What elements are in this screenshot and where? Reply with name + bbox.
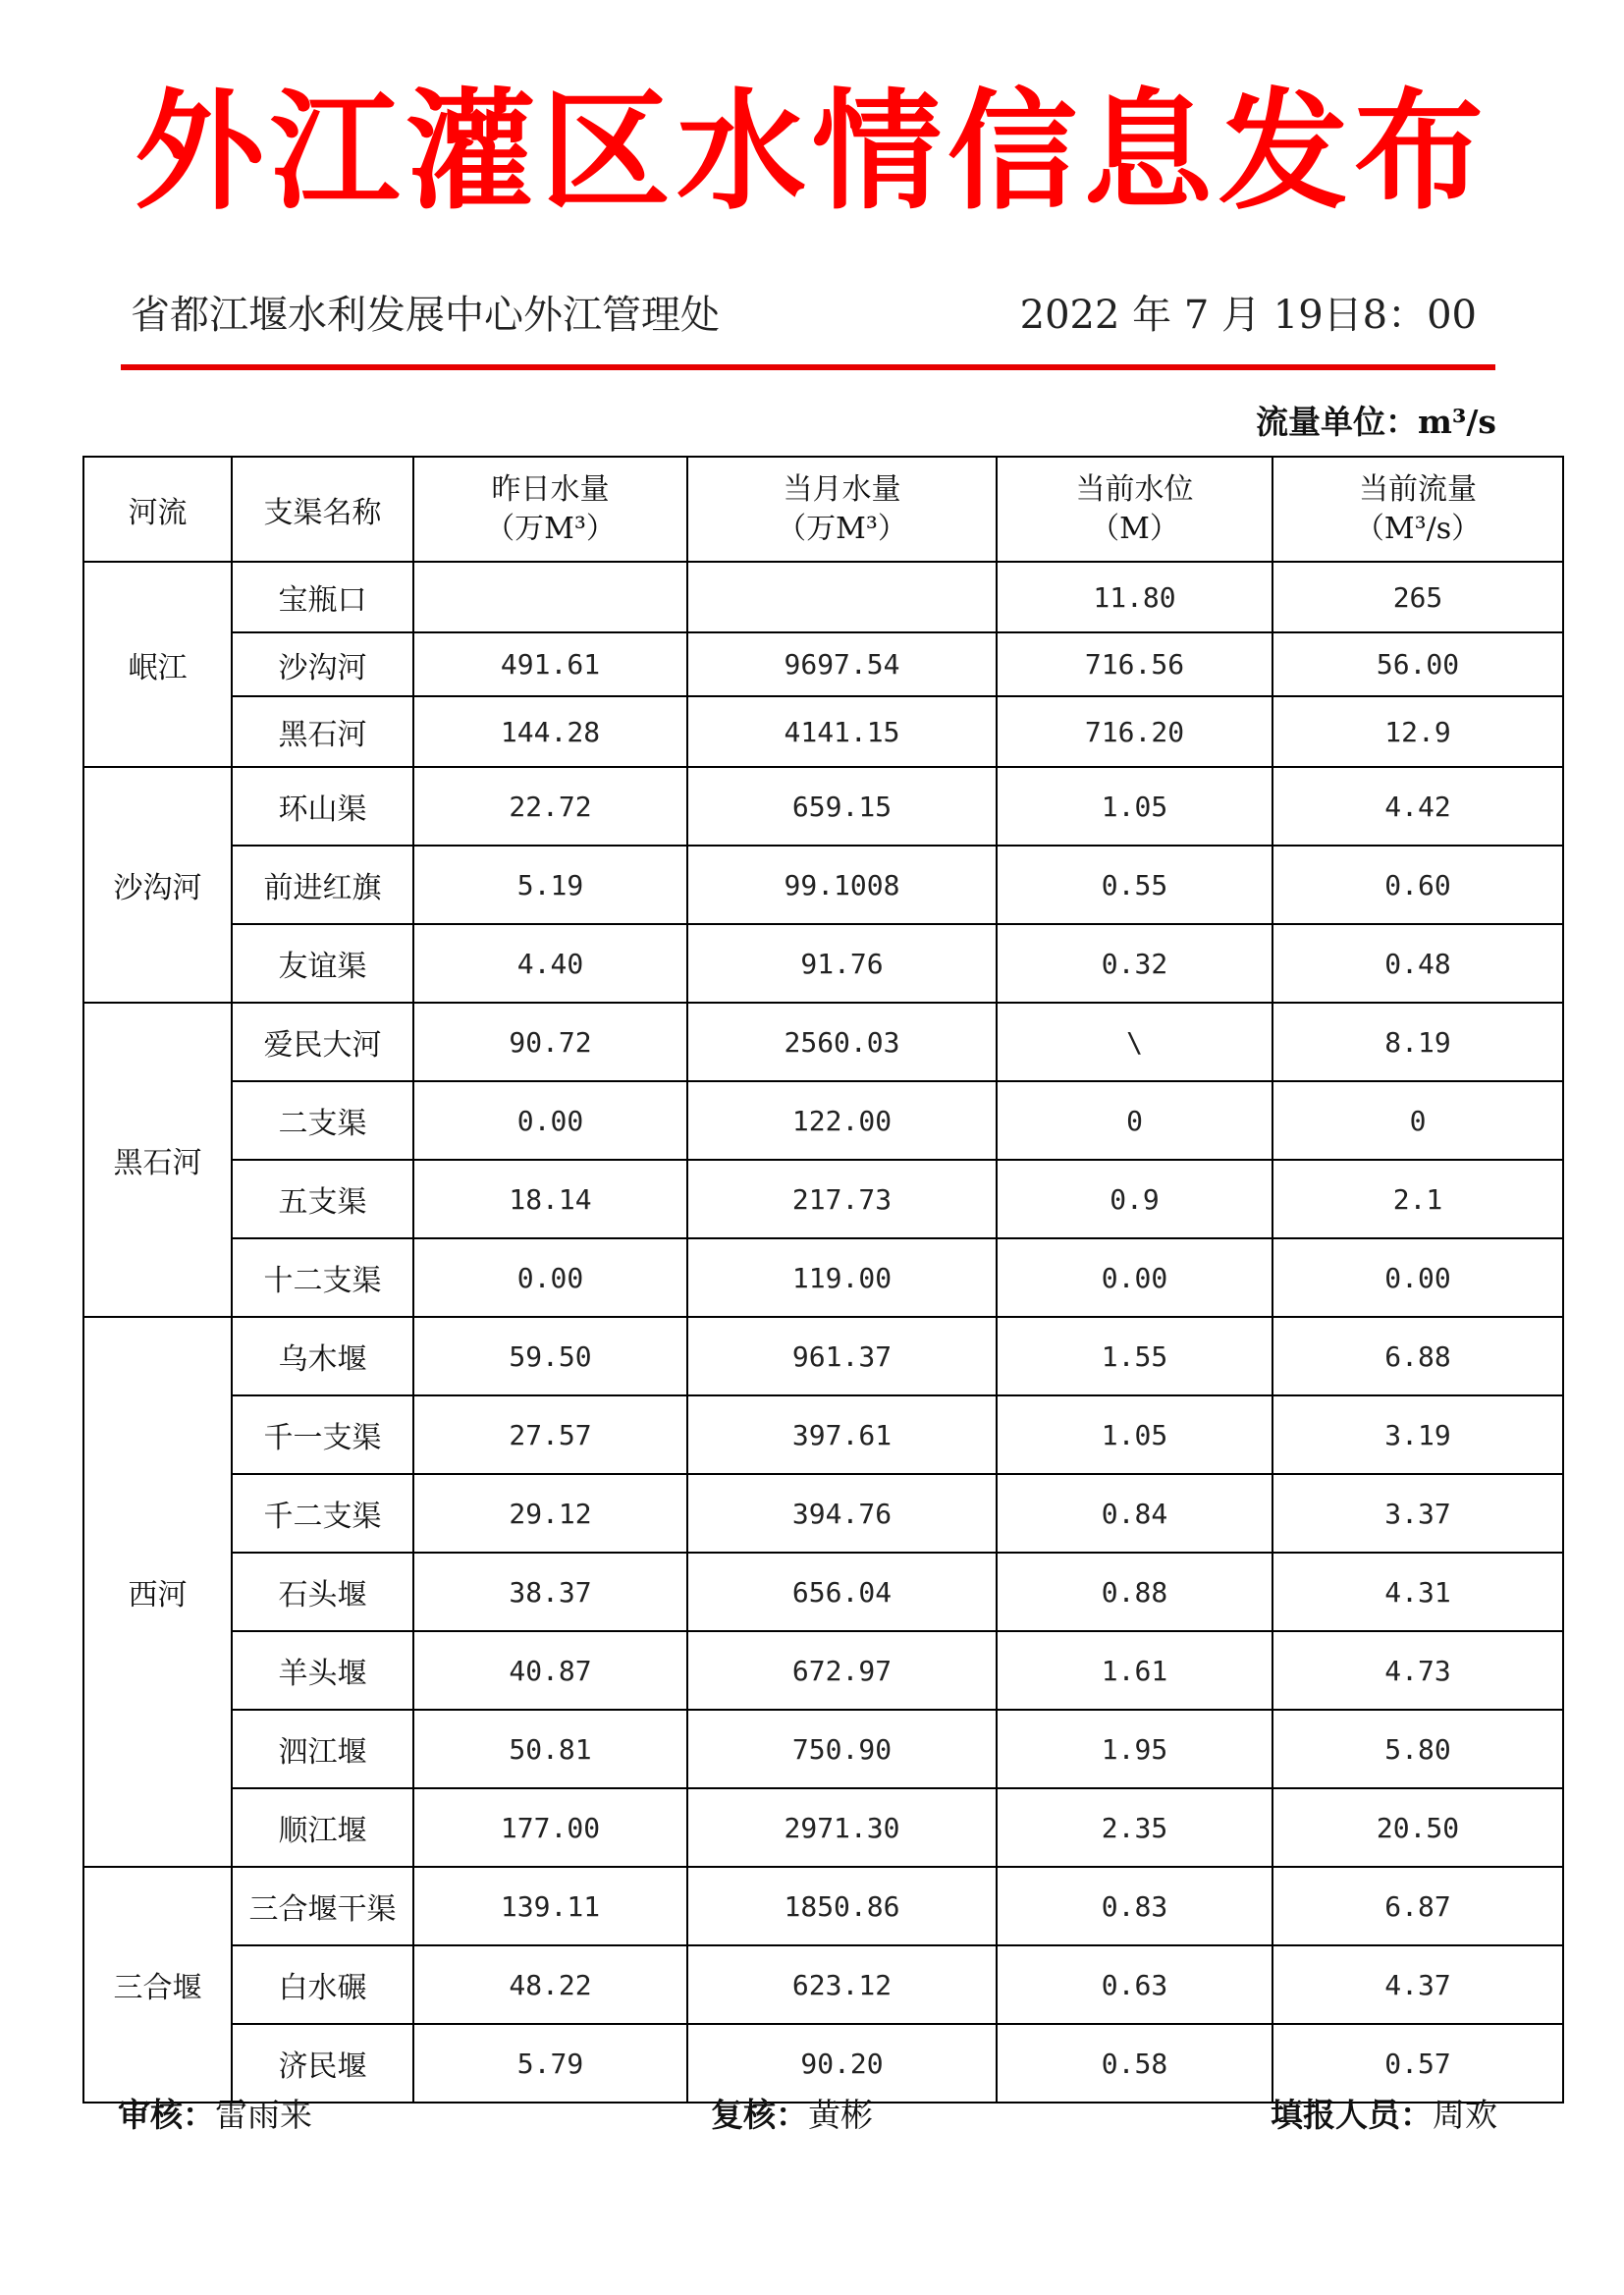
yesterday-cell: 48.22: [413, 1945, 687, 2024]
yesterday-cell: 50.81: [413, 1710, 687, 1788]
yesterday-cell: 40.87: [413, 1631, 687, 1710]
branch-cell: 黑石河: [232, 696, 413, 767]
flow-cell: 0.60: [1272, 846, 1563, 924]
table-row: [83, 1395, 1563, 1474]
yesterday-cell: 177.00: [413, 1788, 687, 1867]
level-cell: 1.95: [997, 1710, 1272, 1788]
branch-cell: 宝瓶口: [232, 562, 413, 632]
month-cell: 2971.30: [687, 1788, 997, 1867]
level-cell: 716.20: [997, 696, 1272, 767]
level-cell: 0.58: [997, 2024, 1272, 2103]
header-flow-label: 当前流量: [1359, 471, 1477, 507]
month-cell: 2560.03: [687, 1003, 997, 1081]
table-row: [83, 1553, 1563, 1631]
yesterday-cell: 5.79: [413, 2024, 687, 2103]
yesterday-cell: 59.50: [413, 1317, 687, 1395]
branch-cell: 白水碾: [232, 1945, 413, 2024]
month-cell: [687, 562, 997, 632]
level-cell: 1.55: [997, 1317, 1272, 1395]
table-row: [83, 1945, 1563, 2024]
level-cell: 0.55: [997, 846, 1272, 924]
flow-cell: 4.73: [1272, 1631, 1563, 1710]
branch-cell: 沙沟河: [232, 632, 413, 696]
flow-cell: 265: [1272, 562, 1563, 632]
branch-cell: 羊头堰: [232, 1631, 413, 1710]
table-row: [83, 767, 1563, 846]
flow-cell: 6.87: [1272, 1867, 1563, 1945]
filler-name: 周欢: [1433, 2096, 1497, 2134]
month-cell: 99.1008: [687, 846, 997, 924]
header-water-level: [997, 457, 1272, 562]
month-cell: 659.15: [687, 767, 997, 846]
header-water-level-unit: （M）: [1090, 511, 1179, 546]
month-cell: 217.73: [687, 1160, 997, 1238]
branch-cell: 千一支渠: [232, 1395, 413, 1474]
level-cell: 0.9: [997, 1160, 1272, 1238]
month-cell: 656.04: [687, 1553, 997, 1631]
flow-cell: 3.19: [1272, 1395, 1563, 1474]
header-branch: 支渠名称: [232, 457, 413, 562]
yesterday-cell: [413, 562, 687, 632]
flow-cell: 4.31: [1272, 1553, 1563, 1631]
table-row: [83, 1160, 1563, 1238]
yesterday-cell: 0.00: [413, 1238, 687, 1317]
flow-cell: 8.19: [1272, 1003, 1563, 1081]
header-divider: [121, 364, 1495, 370]
level-cell: 0.84: [997, 1474, 1272, 1553]
level-cell: 0.63: [997, 1945, 1272, 2024]
flow-cell: 20.50: [1272, 1788, 1563, 1867]
yesterday-cell: 5.19: [413, 846, 687, 924]
level-cell: 2.35: [997, 1788, 1272, 1867]
flow-cell: 4.42: [1272, 767, 1563, 846]
branch-cell: 爱民大河: [232, 1003, 413, 1081]
month-cell: 9697.54: [687, 632, 997, 696]
table-row: [83, 1631, 1563, 1710]
branch-cell: 前进红旗: [232, 846, 413, 924]
branch-cell: 石头堰: [232, 1553, 413, 1631]
level-cell: 0.00: [997, 1238, 1272, 1317]
river-cell: 黑石河: [83, 1003, 232, 1317]
month-cell: 122.00: [687, 1081, 997, 1160]
yesterday-cell: 491.61: [413, 632, 687, 696]
header-river: 河流: [83, 457, 232, 562]
level-cell: 0: [997, 1081, 1272, 1160]
table-row: [83, 924, 1563, 1003]
table-row: [83, 632, 1563, 696]
table-row: [83, 1788, 1563, 1867]
level-cell: 1.05: [997, 1395, 1272, 1474]
flow-unit-note: 流量单位：m³/s: [1255, 403, 1496, 441]
level-cell: 11.80: [997, 562, 1272, 632]
table-header-row: [83, 457, 1563, 562]
footer-rechecker: [711, 2094, 873, 2137]
river-cell: 沙沟河: [83, 767, 232, 1003]
yesterday-cell: 38.37: [413, 1553, 687, 1631]
yesterday-cell: 4.40: [413, 924, 687, 1003]
footer-filler: [1271, 2094, 1497, 2137]
month-cell: 397.61: [687, 1395, 997, 1474]
page-title: 外江灌区水情信息发布: [135, 77, 1489, 228]
flow-cell: 56.00: [1272, 632, 1563, 696]
yesterday-cell: 139.11: [413, 1867, 687, 1945]
reviewer-label: 审核：: [118, 2096, 215, 2134]
level-cell: 0.32: [997, 924, 1272, 1003]
branch-cell: 友谊渠: [232, 924, 413, 1003]
month-cell: 750.90: [687, 1710, 997, 1788]
yesterday-cell: 90.72: [413, 1003, 687, 1081]
flow-cell: 0: [1272, 1081, 1563, 1160]
branch-cell: 环山渠: [232, 767, 413, 846]
table-row: [83, 1710, 1563, 1788]
footer-reviewer: [118, 2094, 312, 2137]
flow-cell: 6.88: [1272, 1317, 1563, 1395]
flow-cell: 4.37: [1272, 1945, 1563, 2024]
rechecker-name: 黄彬: [808, 2096, 873, 2134]
branch-cell: 乌木堰: [232, 1317, 413, 1395]
month-cell: 119.00: [687, 1238, 997, 1317]
flow-cell: 2.1: [1272, 1160, 1563, 1238]
month-cell: 394.76: [687, 1474, 997, 1553]
header-yesterday-volume-unit: （万M³）: [485, 511, 616, 546]
report-datetime: 2022 年 7 月 19日8：00: [1019, 293, 1477, 338]
branch-cell: 顺江堰: [232, 1788, 413, 1867]
month-cell: 623.12: [687, 1945, 997, 2024]
month-cell: 90.20: [687, 2024, 997, 2103]
branch-cell: 五支渠: [232, 1160, 413, 1238]
month-cell: 1850.86: [687, 1867, 997, 1945]
header-flow-unit: （M³/s）: [1354, 511, 1482, 546]
month-cell: 91.76: [687, 924, 997, 1003]
branch-cell: 千二支渠: [232, 1474, 413, 1553]
water-info-table: [82, 456, 1564, 2104]
level-cell: 1.05: [997, 767, 1272, 846]
header-month-volume: [687, 457, 997, 562]
header-month-volume-label: 当月水量: [783, 471, 901, 507]
yesterday-cell: 29.12: [413, 1474, 687, 1553]
level-cell: 716.56: [997, 632, 1272, 696]
flow-cell: 5.80: [1272, 1710, 1563, 1788]
header-water-level-label: 当前水位: [1075, 471, 1194, 507]
river-cell: 三合堰: [83, 1867, 232, 2103]
yesterday-cell: 27.57: [413, 1395, 687, 1474]
river-cell: 岷江: [83, 562, 232, 767]
table-row: [83, 696, 1563, 767]
rechecker-label: 复核：: [711, 2096, 808, 2134]
table-row: [83, 846, 1563, 924]
yesterday-cell: 18.14: [413, 1160, 687, 1238]
flow-cell: 12.9: [1272, 696, 1563, 767]
flow-cell: 3.37: [1272, 1474, 1563, 1553]
month-cell: 4141.15: [687, 696, 997, 767]
table-row: [83, 1867, 1563, 1945]
flow-cell: 0.00: [1272, 1238, 1563, 1317]
branch-cell: 十二支渠: [232, 1238, 413, 1317]
table-row: [83, 1474, 1563, 1553]
level-cell: 0.88: [997, 1553, 1272, 1631]
branch-cell: 二支渠: [232, 1081, 413, 1160]
river-cell: 西河: [83, 1317, 232, 1867]
table-row: [83, 2024, 1563, 2103]
filler-label: 填报人员：: [1271, 2096, 1433, 2134]
table-row: [83, 1081, 1563, 1160]
flow-cell: 0.48: [1272, 924, 1563, 1003]
yesterday-cell: 144.28: [413, 696, 687, 767]
organization-name: 省都江堰水利发展中心外江管理处: [131, 293, 720, 338]
branch-cell: 泗江堰: [232, 1710, 413, 1788]
header-month-volume-unit: （万M³）: [777, 511, 907, 546]
branch-cell: 济民堰: [232, 2024, 413, 2103]
flow-cell: 0.57: [1272, 2024, 1563, 2103]
table-row: [83, 1238, 1563, 1317]
header-yesterday-volume: [413, 457, 687, 562]
header-flow: [1272, 457, 1563, 562]
level-cell: \: [997, 1003, 1272, 1081]
table-row: [83, 1003, 1563, 1081]
month-cell: 672.97: [687, 1631, 997, 1710]
level-cell: 0.83: [997, 1867, 1272, 1945]
branch-cell: 三合堰干渠: [232, 1867, 413, 1945]
table-row: [83, 1317, 1563, 1395]
table-row: [83, 562, 1563, 632]
yesterday-cell: 0.00: [413, 1081, 687, 1160]
yesterday-cell: 22.72: [413, 767, 687, 846]
month-cell: 961.37: [687, 1317, 997, 1395]
header-yesterday-volume-label: 昨日水量: [491, 471, 610, 507]
level-cell: 1.61: [997, 1631, 1272, 1710]
reviewer-name: 雷雨来: [215, 2096, 312, 2134]
